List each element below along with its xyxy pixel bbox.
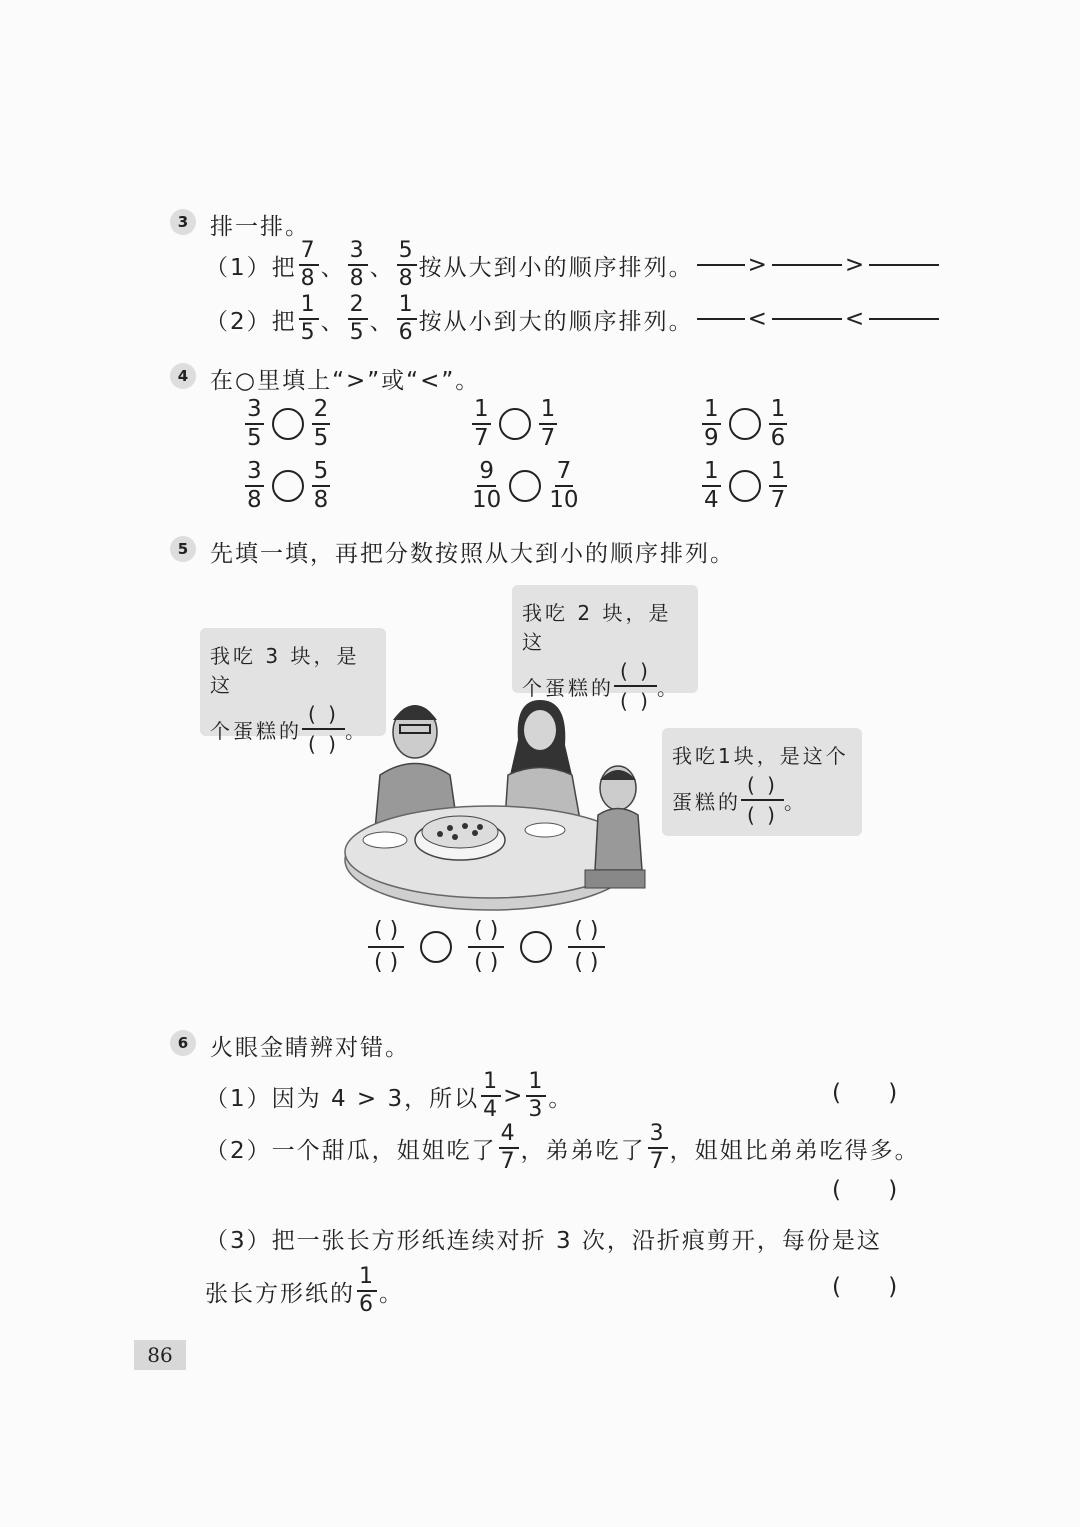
answer-blank[interactable] [869, 318, 939, 320]
family-cake-illustration [340, 680, 670, 920]
compare-item: $\frac{1}{4}$ $\frac{1}{7}$ [704, 458, 786, 513]
compare-circle[interactable] [272, 408, 304, 440]
page-number: 86 [134, 1340, 186, 1370]
question-4-number: 4 [170, 363, 196, 389]
question-3-title: 排一排。 [210, 214, 310, 240]
fraction-blank[interactable]: ( ) ( ) [568, 918, 604, 977]
compare-item: $\frac{3}{5}$ $\frac{2}{5}$ [247, 396, 329, 451]
fraction: $\frac{1}{6}$ [398, 292, 415, 345]
judge-paren-1[interactable]: ( ) [832, 1080, 918, 1106]
fraction: $\frac{7}{8}$ [300, 238, 317, 291]
compare-circle[interactable] [729, 408, 761, 440]
fraction: $\frac{1}{5}$ [300, 292, 317, 345]
answer-blank[interactable] [869, 264, 939, 266]
q3-p2-label: （2）把 [205, 308, 297, 335]
fraction: $\frac{2}{5}$ [349, 292, 366, 345]
fraction: $\frac{1}{4}$ [483, 1069, 500, 1122]
compare-item: $\frac{3}{8}$ $\frac{5}{8}$ [247, 458, 329, 513]
compare-circle[interactable] [420, 931, 452, 963]
q6-part2: （2）一个甜瓜，姐姐吃了 $\frac{4}{7}$ ，弟弟吃了 $\frac{3}{7}$ ，姐姐比弟弟吃得多。 [205, 1121, 920, 1174]
fraction-blank[interactable]: ( ) ( ) [614, 659, 657, 713]
fraction: $\frac{3}{8}$ [349, 238, 366, 291]
fraction-blank[interactable]: ( ) ( ) [368, 918, 404, 977]
q3-part2: （2）把 $\frac{1}{5}$ 、 $\frac{2}{5}$ 、 $\frac{1}{6}$ 按从小到大的顺序排列。 < < [205, 294, 942, 344]
compare-circle[interactable] [729, 470, 761, 502]
answer-blank[interactable] [697, 264, 745, 266]
answer-blank[interactable] [772, 264, 842, 266]
q5-order-row [368, 918, 605, 977]
fraction: $\frac{5}{8}$ [398, 238, 415, 291]
q3-part1: （1）把 $\frac{7}{8}$ 、 $\frac{3}{8}$ 、 $\frac{5}{8}$ 按从大到小的顺序排列。 > > [205, 240, 942, 290]
fraction-blank[interactable]: ( ) ( ) [302, 702, 345, 756]
q6-part3-line2: 张长方形纸的 $\frac{1}{6}$ 。 [205, 1264, 404, 1317]
fraction: $\frac{1}{3}$ [528, 1069, 545, 1122]
fraction: $\frac{3}{7}$ [649, 1121, 666, 1174]
q6-part1: （1）因为 4 > 3，所以 $\frac{1}{4}$ > $\frac{1}{3}$ 。 [205, 1069, 574, 1122]
compare-item: $\frac{1}{9}$ $\frac{1}{6}$ [704, 396, 786, 451]
speech-bubble-mother: 我吃 2 块，是这 个蛋糕的 ( ) ( ) 。 [512, 585, 698, 693]
fraction: $\frac{4}{7}$ [500, 1121, 517, 1174]
compare-circle[interactable] [509, 470, 541, 502]
q3-p1-label: （1）把 [205, 254, 297, 281]
answer-blank[interactable] [697, 318, 745, 320]
fraction-blank[interactable]: ( ) ( ) [741, 773, 784, 827]
question-5-title: 先填一填，再把分数按照从大到小的顺序排列。 [210, 541, 735, 567]
q3-p2-text: 按从小到大的顺序排列。 [418, 308, 694, 335]
compare-item: $\frac{1}{7}$ $\frac{1}{7}$ [474, 396, 556, 451]
judge-paren-3[interactable]: ( ) [832, 1274, 918, 1300]
compare-item: $\frac{9}{10}$ $\frac{7}{10}$ [472, 458, 579, 513]
question-5-number: 5 [170, 536, 196, 562]
q6-part3-line1: （3）把一张长方形纸连续对折 3 次，沿折痕剪开，每份是这 [205, 1228, 882, 1254]
question-6-number: 6 [170, 1030, 196, 1056]
compare-circle[interactable] [520, 931, 552, 963]
question-3-number: 3 [170, 209, 196, 235]
q3-p1-text: 按从大到小的顺序排列。 [418, 254, 694, 281]
question-6-title: 火眼金睛辨对错。 [210, 1035, 410, 1061]
fraction: $\frac{1}{6}$ [359, 1264, 375, 1317]
question-4-title: 在○里填上“>”或“<”。 [210, 368, 481, 394]
judge-paren-2[interactable]: ( ) [832, 1177, 918, 1203]
speech-bubble-boy: 我吃1块，是这个 蛋糕的 ( ) ( ) 。 [662, 728, 862, 836]
speech-bubble-father: 我吃 3 块，是这 个蛋糕的 ( ) ( ) 。 [200, 628, 386, 736]
compare-circle[interactable] [499, 408, 531, 440]
compare-circle[interactable] [272, 470, 304, 502]
fraction-blank[interactable]: ( ) ( ) [468, 918, 504, 977]
answer-blank[interactable] [772, 318, 842, 320]
